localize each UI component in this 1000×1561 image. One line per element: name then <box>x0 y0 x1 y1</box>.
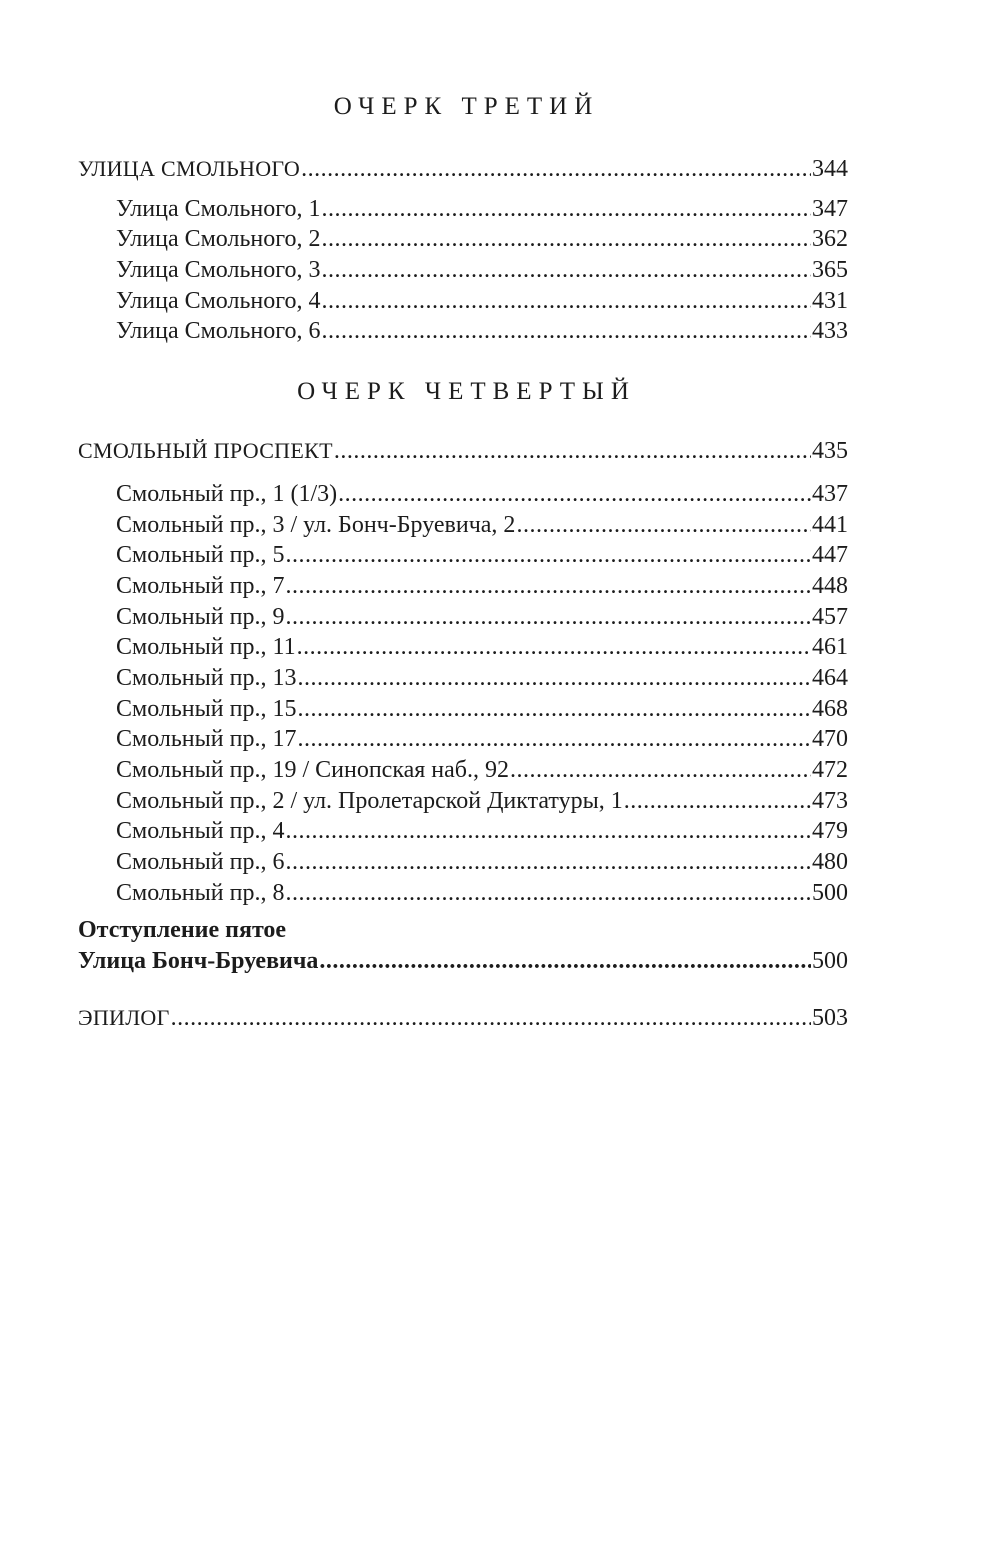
toc-main-entry[interactable] <box>78 154 848 185</box>
dot-leader <box>322 194 812 225</box>
toc-entry[interactable] <box>78 540 848 571</box>
toc-entry-label: Смольный пр., 6 <box>116 849 285 876</box>
dot-leader <box>297 694 811 725</box>
toc-entry-label: Смольный пр., 8 <box>116 879 285 906</box>
toc-entry[interactable] <box>78 724 848 755</box>
toc-page-number: 447 <box>812 542 848 569</box>
toc-page-number: 448 <box>812 572 848 599</box>
dot-leader <box>334 436 811 467</box>
toc-page-number: 441 <box>812 511 848 538</box>
toc-page-number: 344 <box>812 156 848 182</box>
toc-entry-label: Смольный пр., 7 <box>116 572 285 599</box>
dot-leader <box>297 663 811 694</box>
toc-page-number: 470 <box>812 726 848 753</box>
toc-entry-label: Смольный пр., 5 <box>116 542 285 569</box>
toc-entry[interactable] <box>78 479 848 510</box>
dot-leader <box>285 571 811 602</box>
toc-entry-label: Смольный пр., 9 <box>116 603 285 630</box>
toc-entry-label: Смольный пр., 17 <box>116 726 297 753</box>
dot-leader <box>301 154 811 185</box>
toc-entry[interactable] <box>78 510 848 541</box>
section-heading-ocherk-chetverty: ОЧЕРК ЧЕТВЕРТЫЙ <box>297 378 636 406</box>
toc-entry-label: Смольный пр., 15 <box>116 695 297 722</box>
dot-leader <box>322 224 812 255</box>
toc-epilogue-entry[interactable] <box>78 1003 848 1034</box>
toc-entry-label: Смольный пр., 4 <box>116 818 285 845</box>
digression-title: Отступление пятое <box>78 917 287 944</box>
toc-entry[interactable] <box>78 694 848 725</box>
dot-leader <box>322 286 812 317</box>
section-heading-ocherk-tretiy: ОЧЕРК ТРЕТИЙ <box>333 93 600 120</box>
toc-page-number: 503 <box>812 1004 848 1031</box>
table-of-contents <box>78 88 848 1034</box>
toc-entry-label: Смольный пр., 3 / ул. Бонч-Бруевича, 2 <box>116 511 516 538</box>
toc-entry-label: Улица Смольного, 6 <box>116 318 321 345</box>
toc-main-entry[interactable] <box>78 436 848 467</box>
toc-entry[interactable] <box>78 663 848 694</box>
toc-entry-label: Улица Бонч-Бруевича <box>78 948 319 975</box>
toc-entry-label: Смольный пр., 11 <box>116 634 296 661</box>
toc-page-number: 347 <box>812 195 848 222</box>
toc-entry-label: Улица Смольного, 3 <box>116 257 321 284</box>
toc-page-number: 365 <box>812 257 848 284</box>
dot-leader <box>319 946 811 977</box>
toc-page-number: 435 <box>812 438 848 465</box>
toc-page-number: 500 <box>812 948 848 975</box>
toc-page-number: 472 <box>812 757 848 783</box>
toc-digression-entry[interactable] <box>78 946 848 977</box>
dot-leader <box>171 1003 811 1034</box>
toc-page-number: 500 <box>812 879 848 906</box>
toc-entry-label: Смольный пр., 1 (1/3) <box>116 480 338 507</box>
toc-entry[interactable] <box>78 602 848 633</box>
toc-page-number: 479 <box>812 818 848 845</box>
dot-leader <box>285 602 811 633</box>
dot-leader <box>322 255 812 286</box>
dot-leader <box>510 755 811 786</box>
toc-page-number: 461 <box>812 634 848 661</box>
toc-entry-label: УЛИЦА СМОЛЬНОГО <box>78 156 301 181</box>
dot-leader <box>285 816 811 847</box>
toc-entry-label: Смольный пр., 2 / ул. Пролетарской Диктатуры, 1 <box>116 787 623 814</box>
toc-page-number: 473 <box>812 787 848 814</box>
toc-entry-label: Смольный пр., 19 / Синопская наб., 92 <box>116 757 510 783</box>
dot-leader <box>285 540 811 571</box>
toc-page-number: 433 <box>812 318 848 345</box>
toc-entry[interactable] <box>78 255 848 286</box>
toc-page-number: 480 <box>812 849 848 876</box>
dot-leader <box>516 510 811 541</box>
toc-entry[interactable] <box>78 316 848 347</box>
dot-leader <box>338 479 811 510</box>
toc-page-number: 464 <box>812 664 848 691</box>
toc-entry[interactable] <box>78 786 848 817</box>
dot-leader <box>322 316 812 347</box>
toc-entry[interactable] <box>78 755 848 786</box>
toc-entry-label: ЭПИЛОГ <box>78 1004 170 1030</box>
toc-entry-label: Улица Смольного, 2 <box>116 226 321 253</box>
dot-leader <box>285 878 811 909</box>
toc-page-number: 457 <box>812 603 848 630</box>
dot-leader <box>297 724 811 755</box>
toc-page-number: 431 <box>812 287 848 314</box>
dot-leader <box>285 847 811 878</box>
dot-leader <box>624 786 811 817</box>
dot-leader <box>297 632 811 663</box>
toc-entry[interactable] <box>78 816 848 847</box>
toc-entry[interactable] <box>78 286 848 317</box>
toc-entry[interactable] <box>78 224 848 255</box>
toc-page-number: 362 <box>812 226 848 253</box>
toc-entry-label: Смольный пр., 13 <box>116 664 297 691</box>
toc-page-number: 468 <box>812 695 848 722</box>
toc-entry[interactable] <box>78 571 848 602</box>
toc-entry-label: СМОЛЬНЫЙ ПРОСПЕКТ <box>78 438 333 464</box>
toc-entry[interactable] <box>78 847 848 878</box>
toc-page-number: 437 <box>812 480 848 507</box>
toc-entry-label: Улица Смольного, 4 <box>116 287 321 314</box>
toc-entry[interactable] <box>78 632 848 663</box>
toc-entry[interactable] <box>78 194 848 225</box>
toc-entry-label: Улица Смольного, 1 <box>116 195 321 222</box>
toc-entry[interactable] <box>78 878 848 909</box>
